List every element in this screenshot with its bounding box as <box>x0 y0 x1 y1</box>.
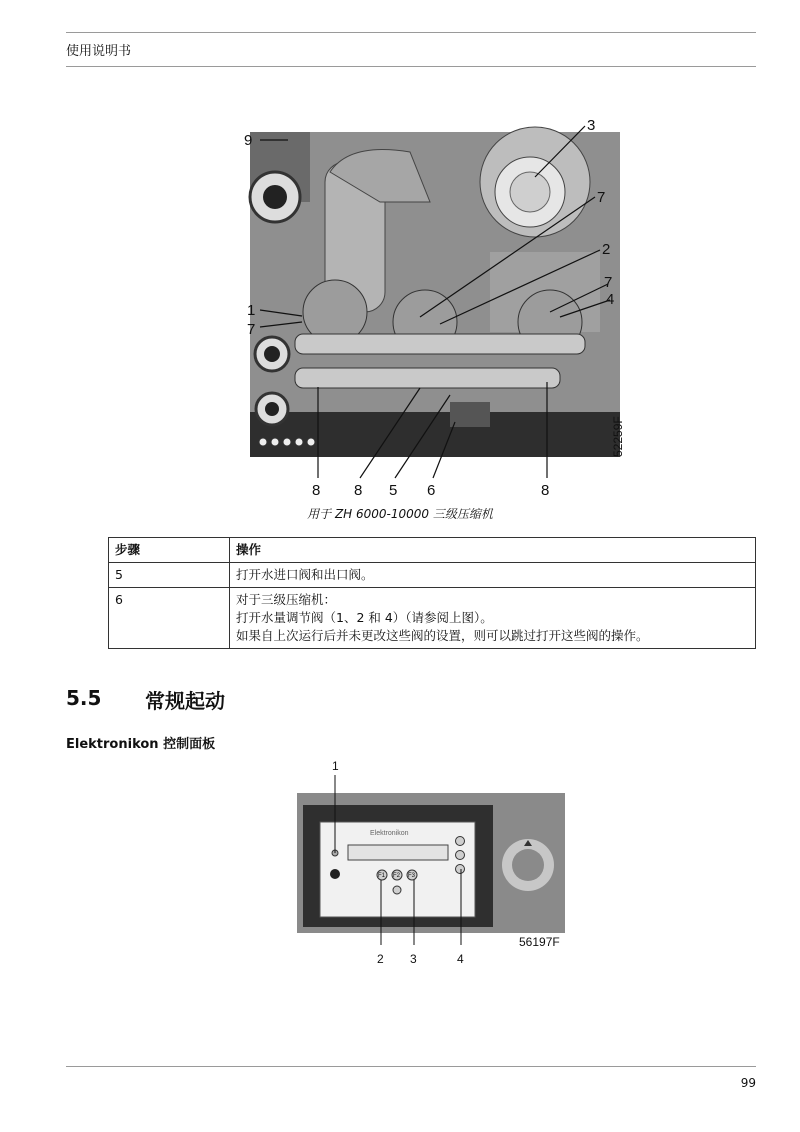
display-screen <box>348 845 448 860</box>
panel-callout-2: 2 <box>377 952 384 966</box>
panel-callout-1: 1 <box>332 759 339 773</box>
callout-8a: 8 <box>312 482 321 499</box>
callout-5: 5 <box>389 482 398 499</box>
action-line: 对于三级压缩机： <box>236 592 337 607</box>
header-bottom-rule <box>66 66 756 67</box>
control-panel-figure <box>290 755 580 970</box>
page-number: 99 <box>740 1076 756 1090</box>
callout-2: 2 <box>602 241 611 258</box>
step-action <box>230 563 756 588</box>
action-line: 如果自上次运行后并未更改这些阀的设置，则可以跳过打开这些阀的操作。 <box>236 628 649 643</box>
callout-3: 3 <box>587 117 596 134</box>
table-row <box>109 563 756 588</box>
header-title: 使用说明书 <box>66 44 132 59</box>
figure-caption: 用于 ZH 6000-10000 三级压缩机 <box>307 507 493 521</box>
brand-label: Elektronikon <box>370 830 409 837</box>
callout-6: 6 <box>427 482 436 499</box>
callout-9: 9 <box>244 132 253 149</box>
tab-key <box>456 851 465 860</box>
stop-button <box>393 886 401 894</box>
panel-callout-4: 4 <box>457 952 464 966</box>
figure-code: 52259F <box>611 416 625 457</box>
table-header-row <box>109 538 756 563</box>
panel-callout-3: 3 <box>410 952 417 966</box>
callout-7a: 7 <box>597 189 606 206</box>
callout-8c: 8 <box>541 482 550 499</box>
column-header-step: 步骤 <box>109 538 230 563</box>
header-top-rule <box>66 32 756 33</box>
callout-7b: 7 <box>604 274 613 291</box>
key-f1: F1 <box>378 873 386 879</box>
footer-rule <box>66 1066 756 1067</box>
callout-8b: 8 <box>354 482 363 499</box>
section-number: 5.5 <box>66 686 102 710</box>
column-header-action: 操作 <box>230 538 756 563</box>
step-action <box>230 588 756 649</box>
action-line: 打开水量调节阀（1、2 和 4）（请参阅上图）。 <box>236 610 493 625</box>
step-number: 5 <box>109 563 230 588</box>
key-f3: F3 <box>408 873 416 879</box>
table-row <box>109 588 756 649</box>
up-arrow-key <box>456 837 465 846</box>
down-arrow-key <box>456 865 465 874</box>
steps-table <box>108 537 756 649</box>
callout-4: 4 <box>606 291 615 308</box>
callout-1: 1 <box>247 302 256 319</box>
compressor-photo-figure <box>230 112 630 502</box>
action-line: 打开水进口阀和出口阀。 <box>236 567 374 582</box>
panel-figure-code: 56197F <box>519 935 560 949</box>
step-number: 6 <box>109 588 230 649</box>
callout-7c: 7 <box>247 321 256 338</box>
start-button <box>330 869 340 879</box>
subheading: Elektronikon 控制面板 <box>66 737 216 752</box>
key-f2: F2 <box>393 873 401 879</box>
section-title: 常规起动 <box>145 689 225 713</box>
